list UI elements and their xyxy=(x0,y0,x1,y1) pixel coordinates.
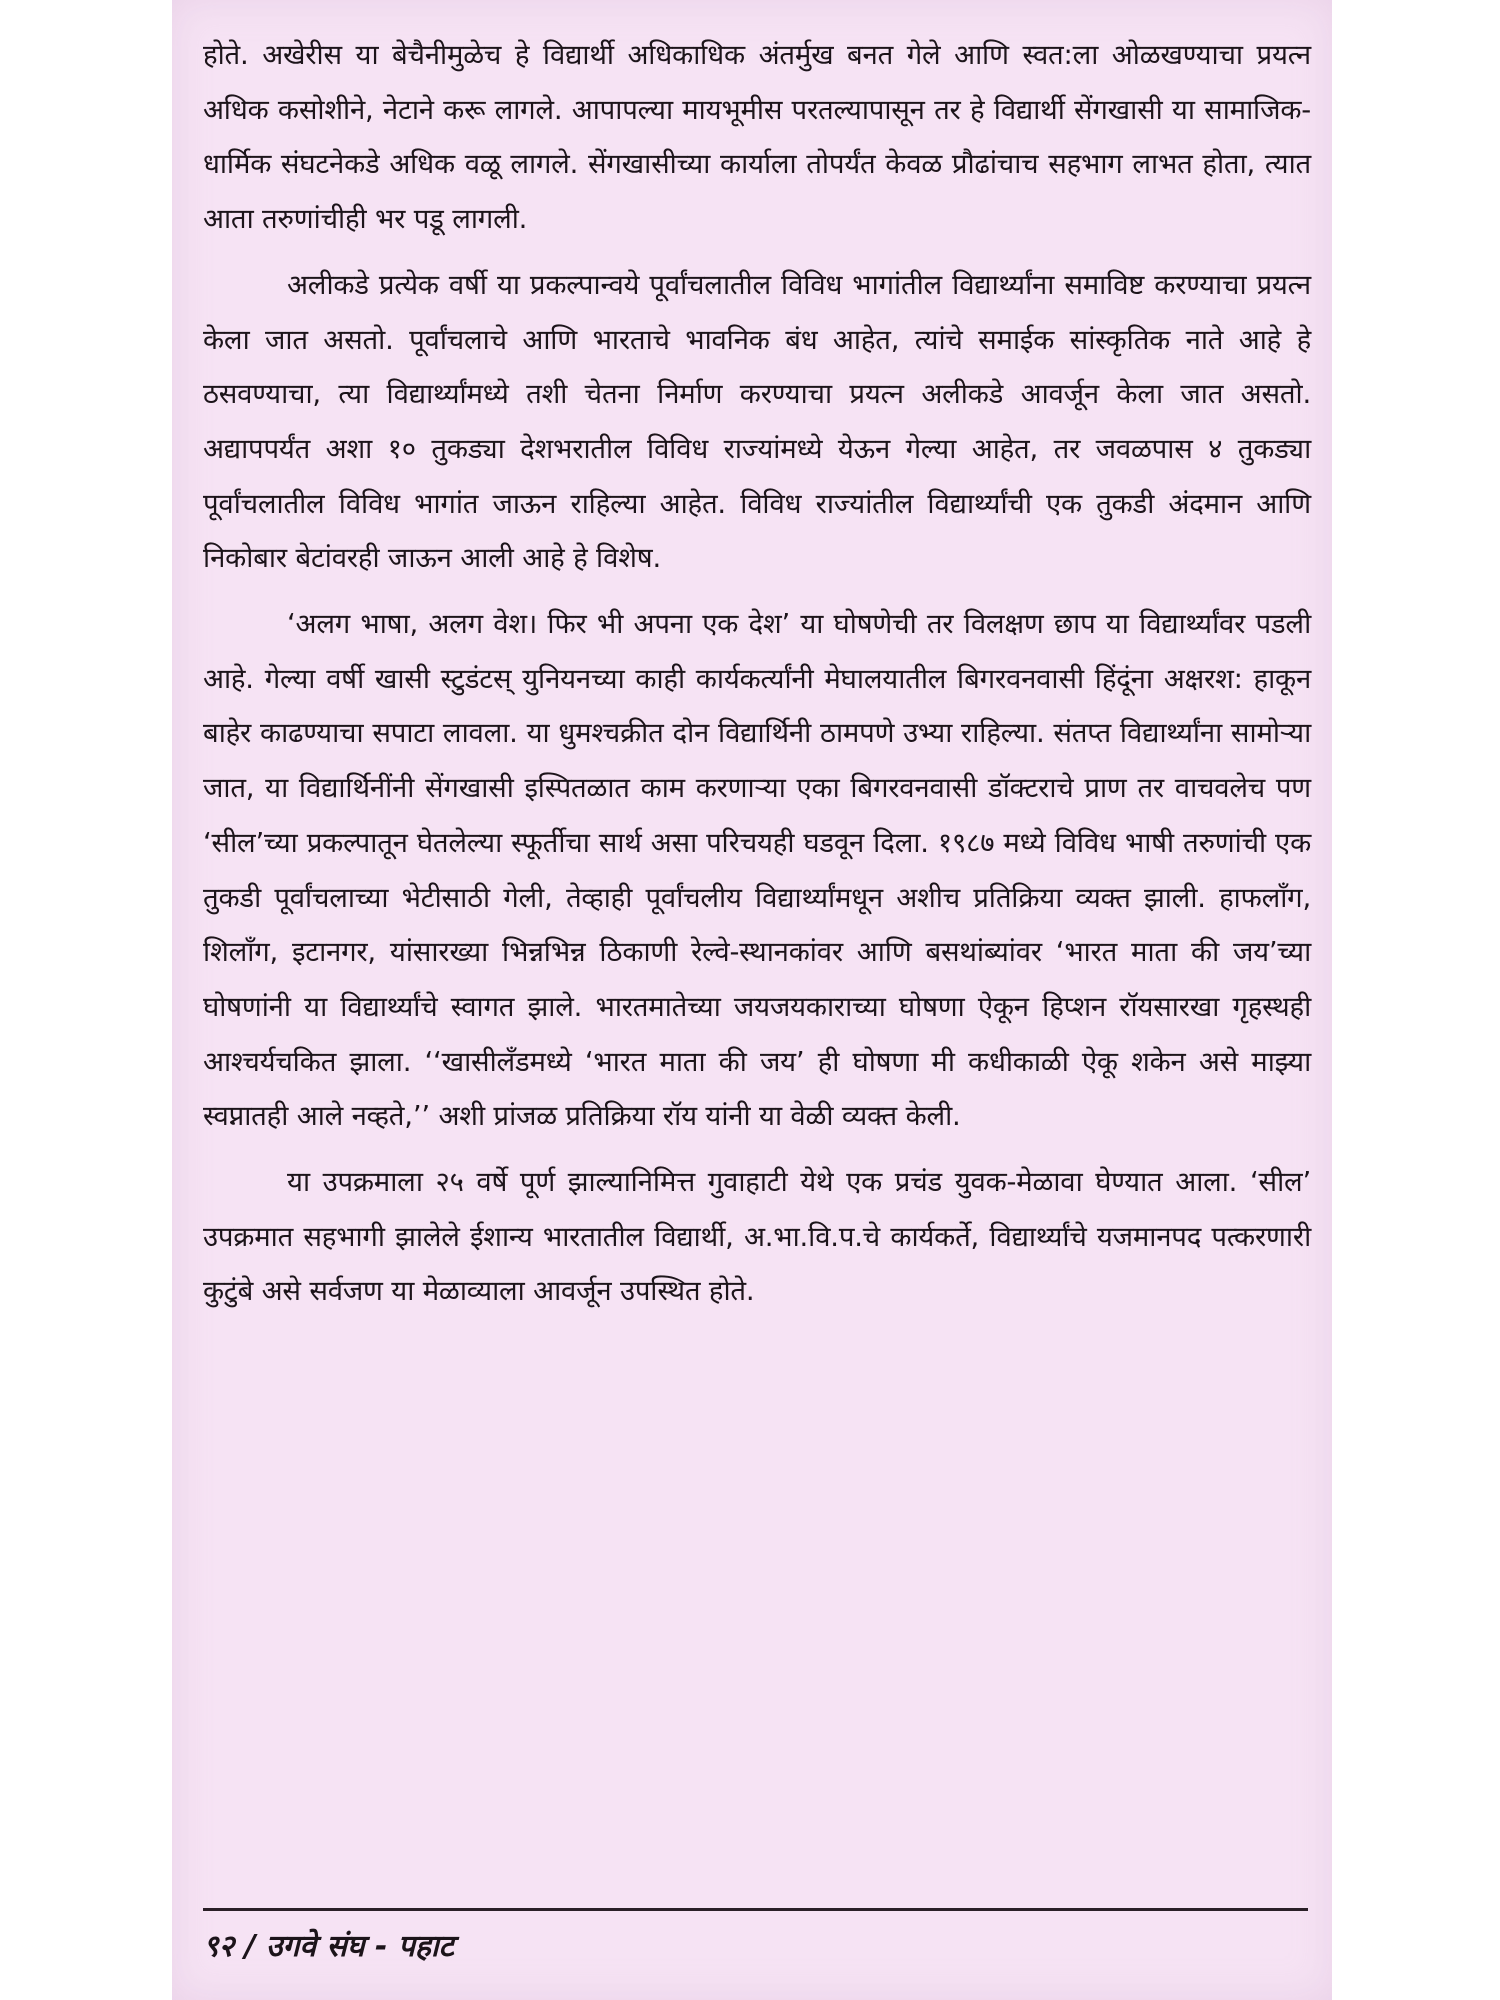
paragraph-2: अलीकडे प्रत्येक वर्षी या प्रकल्पान्वये पूर्वांचलातील विविध भागांतील विद्यार्थ्यांना समाविष्ट करण्याचा प्रयत्न केला जात असतो. पूर्वांचलाचे आणि भारताचे भावनिक बंध आहेत, त्यांचे समाईक सांस्कृतिक नाते आहे हे ठसवण्याचा, त्या विद्यार्थ्यांमध्ये तशी चेतना निर्माण करण्याचा प्रयत्न अलीकडे आवर्जून केला जात असतो. अद्यापपर्यंत अशा १० तुकड्या देशभरातील विविध राज्यांमध्ये येऊन गेल्या आहेत, तर जवळपास ४ तुकड्या पूर्वांचलातील विविध भागांत जाऊन राहिल्या आहेत. विविध राज्यांतील विद्यार्थ्यांची एक तुकडी अंदमान आणि निकोबार बेटांवरही जाऊन आली आहे हे विशेष. xyxy=(203,268,1311,575)
paragraph-1: होते. अखेरीस या बेचैनीमुळेच हे विद्यार्थी अधिकाधिक अंतर्मुख बनत गेले आणि स्वत:ला ओळखण्याचा प्रयत्न अधिक कसोशीने, नेटाने करू लागले. आपापल्या मायभूमीस परतल्यापासून तर हे विद्यार्थी सेंगखासी या सामाजिक-धार्मिक संघटनेकडे अधिक वळू लागले. सेंगखासीच्या कार्याला तोपर्यंत केवळ प्रौढांचाच सहभाग लाभत होता, त्यात आता तरुणांचीही भर पडू लागली. xyxy=(203,39,1311,236)
page-body-text xyxy=(203,28,1311,1319)
page-footer: ९२ / उगवे संघ - पहाट xyxy=(203,1929,454,1964)
paragraph-3: ‘अलग भाषा, अलग वेश। फिर भी अपना एक देश’ या घोषणेची तर विलक्षण छाप या विद्यार्थ्यांवर पडली आहे. गेल्या वर्षी खासी स्टुडंटस् युनियनच्या काही कार्यकर्त्यांनी मेघालयातील बिगरवनवासी हिंदूंना अक्षरश: हाकून बाहेर काढण्याचा सपाटा लावला. या धुमश्चक्रीत दोन विद्यार्थिनी ठामपणे उभ्या राहिल्या. संतप्त विद्यार्थ्यांना सामोऱ्या जात, या विद्यार्थिनींनी सेंगखासी इस्पितळात काम करणाऱ्या एका बिगरवनवासी डॉक्टराचे प्राण तर वाचवलेच पण ‘सील’च्या प्रकल्पातून घेतलेल्या स्फूर्तीचा सार्थ असा परिचयही घडवून दिला. १९८७ मध्ये विविध भाषी तरुणांची एक तुकडी पूर्वांचलाच्या भेटीसाठी गेली, तेव्हाही पूर्वांचलीय विद्यार्थ्यांमधून अशीच प्रतिक्रिया व्यक्त झाली. हाफलाँग, शिलाँग, इटानगर, यांसारख्या भिन्नभिन्न ठिकाणी रेल्वे-स्थानकांवर आणि बसथांब्यांवर ‘भारत माता की जय’च्या घोषणांनी या विद्यार्थ्यांचे स्वागत झाले. भारतमातेच्या जयजयकाराच्या घोषणा ऐकून हिप्शन रॉयसारखा गृहस्थही आश्चर्यचकित झाला. ‘‘खासीलँडमध्ये ‘भारत माता की जय’ ही घोषणा मी कधीकाळी ऐकू शकेन असे माझ्या स्वप्नातही आले नव्हते,’’ अशी प्रांजळ प्रतिक्रिया रॉय यांनी या वेळी व्यक्त केली. xyxy=(203,608,1311,1133)
paragraph-4: या उपक्रमाला २५ वर्षे पूर्ण झाल्यानिमित्त गुवाहाटी येथे एक प्रचंड युवक-मेळावा घेण्यात आला. ‘सील’ उपक्रमात सहभागी झालेले ईशान्य भारतातील विद्यार्थी, अ.भा.वि.प.चे कार्यकर्ते, विद्यार्थ्यांचे यजमानपद पत्करणारी कुटुंबे असे सर्वजण या मेळाव्याला आवर्जून उपस्थित होते. xyxy=(203,1166,1311,1308)
footer-divider xyxy=(203,1908,1308,1911)
